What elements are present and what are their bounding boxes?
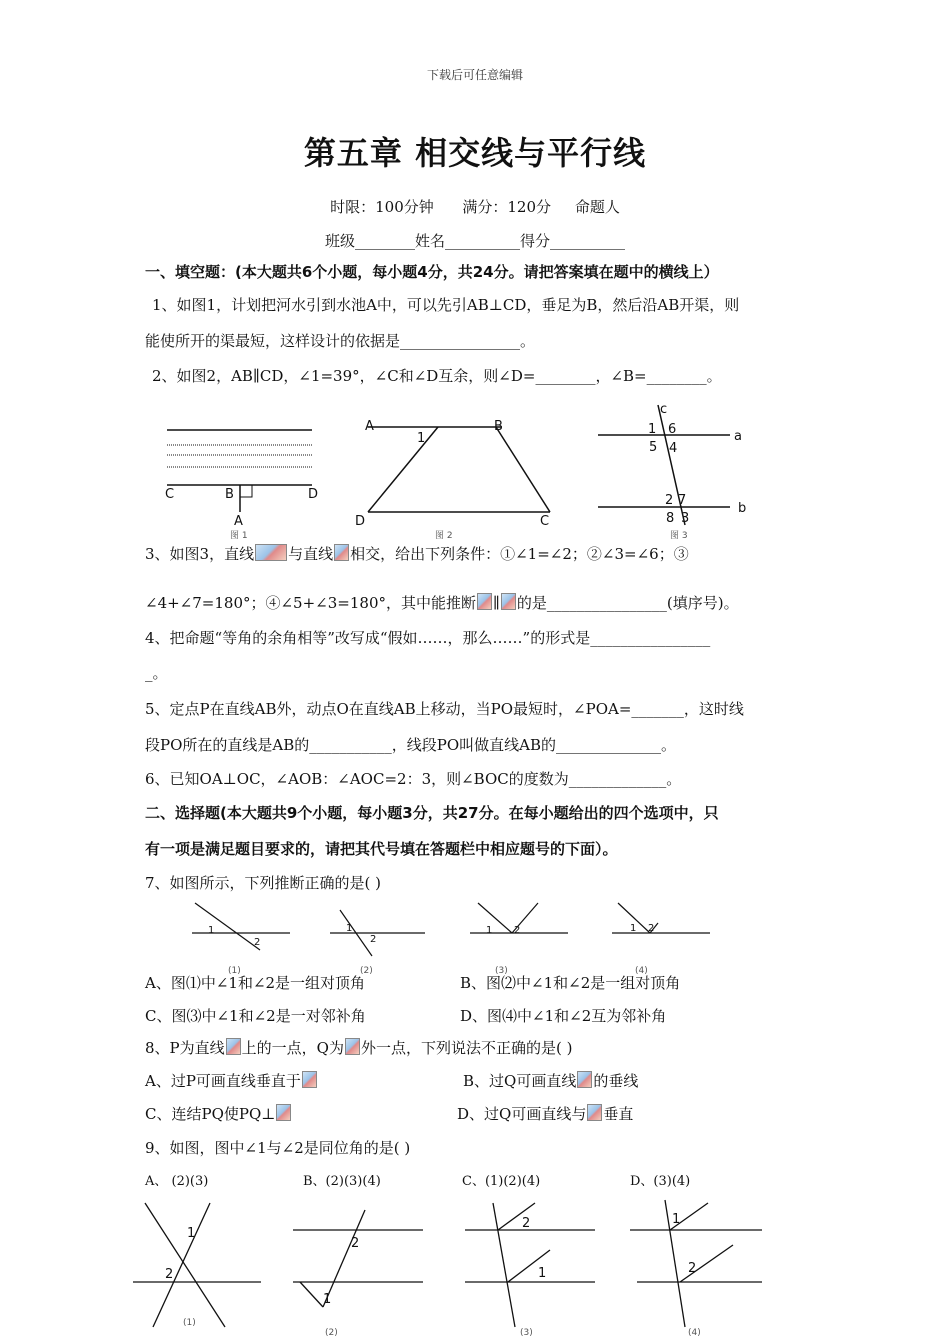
fig1-caption: 图 1 xyxy=(230,531,248,541)
fig2-label-d: D xyxy=(355,514,366,529)
q8-option-d-text2: 垂直 xyxy=(603,1105,634,1123)
fig3-caption: 图 3 xyxy=(670,531,688,541)
q7-fig3-label-1: 1 xyxy=(486,925,493,936)
q7-fig1-label-1: 1 xyxy=(208,925,215,936)
q1-line2: 能使所开的渠最短，这样设计的依据是________________。 xyxy=(145,332,536,350)
fig2-label-a: A xyxy=(365,419,374,434)
q8-option-d xyxy=(457,1104,633,1124)
q7-fig4-caption: (4) xyxy=(635,966,648,976)
q3-text-e: 的是________________(填序号)。 xyxy=(516,594,739,612)
q9-option-c: C、(1)(2)(4) xyxy=(462,1174,541,1189)
fig3-label-a: a xyxy=(734,429,742,444)
q9-fig1-label-2: 2 xyxy=(165,1267,174,1282)
figure-2 xyxy=(368,427,550,512)
fig1-label-d: D xyxy=(308,487,319,502)
q7-option-a: A、图⑴中∠1和∠2是一组对顶角 xyxy=(145,974,366,992)
line-symbol-icon xyxy=(577,1071,592,1088)
q3-text-b: 与直线 xyxy=(288,545,334,563)
line-symbol-icon xyxy=(302,1071,317,1088)
q7-fig1-caption: (1) xyxy=(228,966,241,976)
fig3-label-5: 5 xyxy=(649,440,658,455)
line-symbol-icon xyxy=(334,544,349,561)
q4-line2: _。 xyxy=(145,664,168,682)
q8-option-a-text: A、过P可画直线垂直于 xyxy=(145,1072,301,1090)
q9-fig1-label-1: 1 xyxy=(187,1226,196,1241)
fig3-label-4: 4 xyxy=(669,441,678,456)
q3-parallel-sign: ∥ xyxy=(492,594,500,612)
q7-figures xyxy=(180,898,740,978)
fig2-label-c: C xyxy=(540,514,550,529)
fig3-label-8: 8 xyxy=(666,511,675,526)
q9-fig1-caption: (1) xyxy=(183,1318,196,1328)
q3-text-a: 3、如图3，直线 xyxy=(145,545,255,563)
fig3-label-3: 3 xyxy=(681,511,690,526)
q7-option-d: D、图⑷中∠1和∠2互为邻补角 xyxy=(460,1007,667,1025)
fig3-label-7: 7 xyxy=(678,493,687,508)
q9-fig2-caption: (2) xyxy=(325,1328,338,1338)
q9-option-b: B、(2)(3)(4) xyxy=(303,1174,381,1189)
fig2-caption: 图 2 xyxy=(435,531,453,541)
q7-fig1-label-2: 2 xyxy=(254,937,261,948)
q7-fig2-label-1: 1 xyxy=(346,923,353,934)
q9-fig3-label-1: 1 xyxy=(538,1266,547,1281)
fig2-label-1: 1 xyxy=(417,431,426,446)
q5-line1: 5、定点P在直线AB外，动点O在直线AB上移动，当PO最短时，∠POA=_______，这时线 xyxy=(145,700,744,718)
q2-line: 2、如图2，AB∥CD，∠1=39°，∠C和∠D互余，则∠D=________，∠B=________。 xyxy=(152,367,722,385)
q9-fig2-label-1: 1 xyxy=(323,1292,332,1307)
q8-option-c xyxy=(145,1104,292,1124)
q8-text-b: 上的一点，Q为 xyxy=(241,1039,344,1057)
fig2-label-b: B xyxy=(494,419,503,434)
q8-option-d-text: D、过Q可画直线与 xyxy=(457,1105,587,1123)
q3-line1 xyxy=(145,544,689,564)
line-symbol-icon xyxy=(276,1104,291,1121)
line-symbol-icon xyxy=(587,1104,602,1121)
figures-1-3 xyxy=(140,400,820,545)
q1-line1: 1、如图1，计划把河水引到水池A中，可以先引AB⊥CD，垂足为B，然后沿AB开渠，则 xyxy=(152,296,740,314)
q7-fig3-label-2: 2 xyxy=(514,925,521,936)
q8-option-b-text: B、过Q可画直线 xyxy=(463,1072,577,1090)
q8-line xyxy=(145,1038,572,1058)
q9-figures xyxy=(125,1195,775,1343)
q9-fig4-label-2: 2 xyxy=(688,1261,697,1276)
q9-fig3-caption: (3) xyxy=(520,1328,533,1338)
q9-line: 9、如图，图中∠1与∠2是同位角的是( ) xyxy=(145,1139,411,1157)
line-symbol-icon xyxy=(345,1038,360,1055)
q5-line2: 段PO所在的直线是AB的___________，线段PO叫做直线AB的______________。 xyxy=(145,736,676,754)
q3-line2 xyxy=(145,593,739,613)
fig3-label-b: b xyxy=(738,501,747,516)
q7-fig4-label-2: 2 xyxy=(648,923,655,934)
q7-option-b: B、图⑵中∠1和∠2是一组对顶角 xyxy=(460,974,681,992)
q9-fig2-label-2: 2 xyxy=(351,1236,360,1251)
fig1-label-b: B xyxy=(225,487,234,502)
q3-text-d: ∠4+∠7=180°；④∠5+∠3=180°，其中能推断 xyxy=(145,594,476,612)
header-note: 下载后可任意编辑 xyxy=(426,68,523,82)
fig3-label-2: 2 xyxy=(665,493,674,508)
q9-fig4-caption: (4) xyxy=(688,1328,701,1338)
fig1-label-a: A xyxy=(234,514,243,529)
fig3-label-1: 1 xyxy=(648,422,657,437)
line-symbol-icon xyxy=(501,593,516,610)
q4-line1: 4、把命题“等角的余角相等”改写成“假如……，那么……”的形式是________________ xyxy=(145,629,711,647)
fig3-label-c: c xyxy=(660,402,668,417)
section2-line1: 二、选择题(本大题共9个小题，每小题3分，共27分。在每小题给出的四个选项中，只 xyxy=(145,804,719,822)
q9-fig4-label-1: 1 xyxy=(672,1212,681,1227)
fig1-label-c: C xyxy=(165,487,175,502)
q8-text-c: 外一点，下列说法不正确的是( ) xyxy=(360,1039,573,1057)
line-symbol-icon xyxy=(477,593,492,610)
section1-heading: 一、填空题：(本大题共6个小题，每小题4分，共24分。请把答案填在题中的横线上） xyxy=(145,263,719,281)
q3-text-c: 相交，给出下列条件：①∠1=∠2；②∠3=∠6；③ xyxy=(350,545,689,563)
q9-option-d: D、(3)(4) xyxy=(630,1174,691,1189)
q8-option-a xyxy=(145,1071,318,1091)
figure-3 xyxy=(598,405,730,525)
q7-fig3-caption: (3) xyxy=(495,966,508,976)
line-symbol-icon xyxy=(226,1038,241,1055)
q7-option-c: C、图⑶中∠1和∠2是一对邻补角 xyxy=(145,1007,366,1025)
q6-line: 6、已知OA⊥OC，∠AOB：∠AOC=2：3，则∠BOC的度数为_____________。 xyxy=(145,770,682,788)
q8-option-c-text: C、连结PQ使PQ⊥ xyxy=(145,1105,276,1123)
page-title: 第五章 相交线与平行线 xyxy=(303,134,647,172)
q7-fig2-caption: (2) xyxy=(360,966,373,976)
meta-line: 时限：100分钟 满分：120分 命题人 xyxy=(330,198,620,216)
line-symbol-icon xyxy=(255,544,287,561)
q9-fig3-label-2: 2 xyxy=(522,1216,531,1231)
q7-fig2-label-2: 2 xyxy=(370,934,377,945)
q8-option-b xyxy=(463,1071,638,1091)
q7-fig4-label-1: 1 xyxy=(630,923,637,934)
q8-option-b-text2: 的垂线 xyxy=(593,1072,639,1090)
fig3-label-6: 6 xyxy=(668,422,677,437)
q7-line: 7、如图所示，下列推断正确的是( ) xyxy=(145,874,382,892)
info-line: 班级________姓名__________得分__________ xyxy=(324,232,625,250)
section2-line2: 有一项是满足题目要求的，请把其代号填在答题栏中相应题号的下面）。 xyxy=(145,840,618,858)
q8-text-a: 8、P为直线 xyxy=(145,1039,225,1057)
figure-1 xyxy=(167,430,312,512)
q9-option-a: A、 (2)(3) xyxy=(145,1174,209,1189)
